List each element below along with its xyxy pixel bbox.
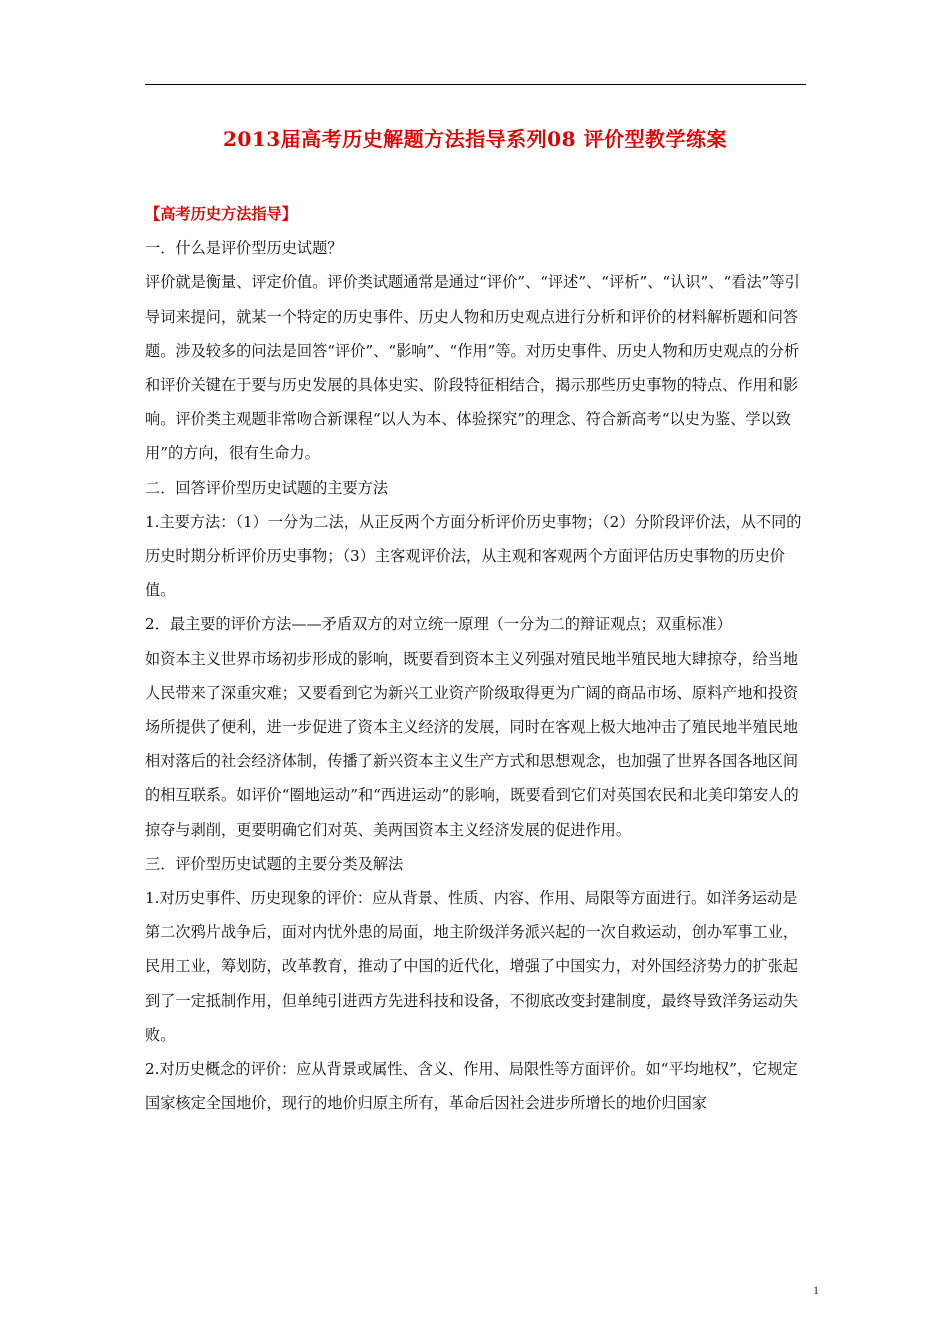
question-3-item-2: 2.对历史概念的评价：应从背景或属性、含义、作用、局限性等方面评价。如“平均地权”，它规定国家核定全国地价，现行的地价归原主所有，革命后因社会进步所增长的地价归国家 — [145, 1060, 798, 1113]
question-2-item-2-heading: 2．最主要的评价方法——矛盾双方的对立统一原理（一分为二的辩证观点；双重标准） — [145, 615, 732, 634]
question-1-paragraph: 评价就是衡量、评定价值。评价类试题通常是通过“评价”、“评述”、“评析”、“认识”、“看法”等引导词来提问，就某一个特定的历史事件、历史人物和历史观点进行分析和评价的材料解析题和问答题。涉及较多的问法是回答“评价”、“影响”、“作用”等。对历史事件、历史人物和历史观点的分析和评价关键在于要与历史发展的具体史实、阶段特征相结合，揭示那些历史事物的特点、作用和影响。评价类主观题非常吻合新课程“以人为本、体验探究”的理念、符合新高考“以史为鉴、学以致用”的方向，很有生命力。 — [145, 273, 800, 463]
question-3-item-1: 1.对历史事件、历史现象的评价：应从背景、性质、内容、作用、局限等方面进行。如洋务运动是第二次鸦片战争后，面对内忧外患的局面，地主阶级洋务派兴起的一次自救运动，创办军事工业，民用工业，筹划防，改革教育，推动了中国的近代化，增强了中国实力，对外国经济势力的扩张起到了一定抵制作用，但单纯引进西方先进科技和设备，不彻底改变封建制度，最终导致洋务运动失败。 — [145, 889, 799, 1044]
question-2-item-1: 1.主要方法：（1）一分为二法，从正反两个方面分析评价历史事物；（2）分阶段评价法，从不同的历史时期分析评价历史事物；（3）主客观评价法，从主观和客观两个方面评估历史事物的历史价值。 — [145, 512, 802, 600]
page-number: 1 — [813, 1283, 819, 1297]
question-2-heading: 二．回答评价型历史试题的主要方法 — [145, 478, 388, 497]
section-heading: 【高考历史方法指导】 — [145, 205, 297, 223]
document-body — [145, 197, 806, 1120]
header-rule — [145, 84, 806, 85]
document-title: 2013届高考历史解题方法指导系列08 评价型教学练案 — [223, 127, 727, 151]
question-2-item-2-paragraph: 如资本主义世界市场初步形成的影响，既要看到资本主义列强对殖民地半殖民地大肆掠夺，给当地人民带来了深重灾难；又要看到它为新兴工业资产阶级取得更为广阔的商品市场、原料产地和投资场所提供了便利，进一步促进了资本主义经济的发展，同时在客观上极大地冲击了殖民地半殖民地相对落后的社会经济体制，传播了新兴资本主义生产方式和思想观念，也加强了世界各国各地区间的相互联系。如评价“圈地运动”和“西进运动”的影响，既要看到它们对英国农民和北美印第安人的掠夺与剥削，更要明确它们对英、美两国资本主义经济发展的促进作用。 — [145, 649, 799, 839]
question-1-heading: 一．什么是评价型历史试题？ — [145, 239, 343, 258]
question-3-heading: 三．评价型历史试题的主要分类及解法 — [145, 854, 404, 873]
